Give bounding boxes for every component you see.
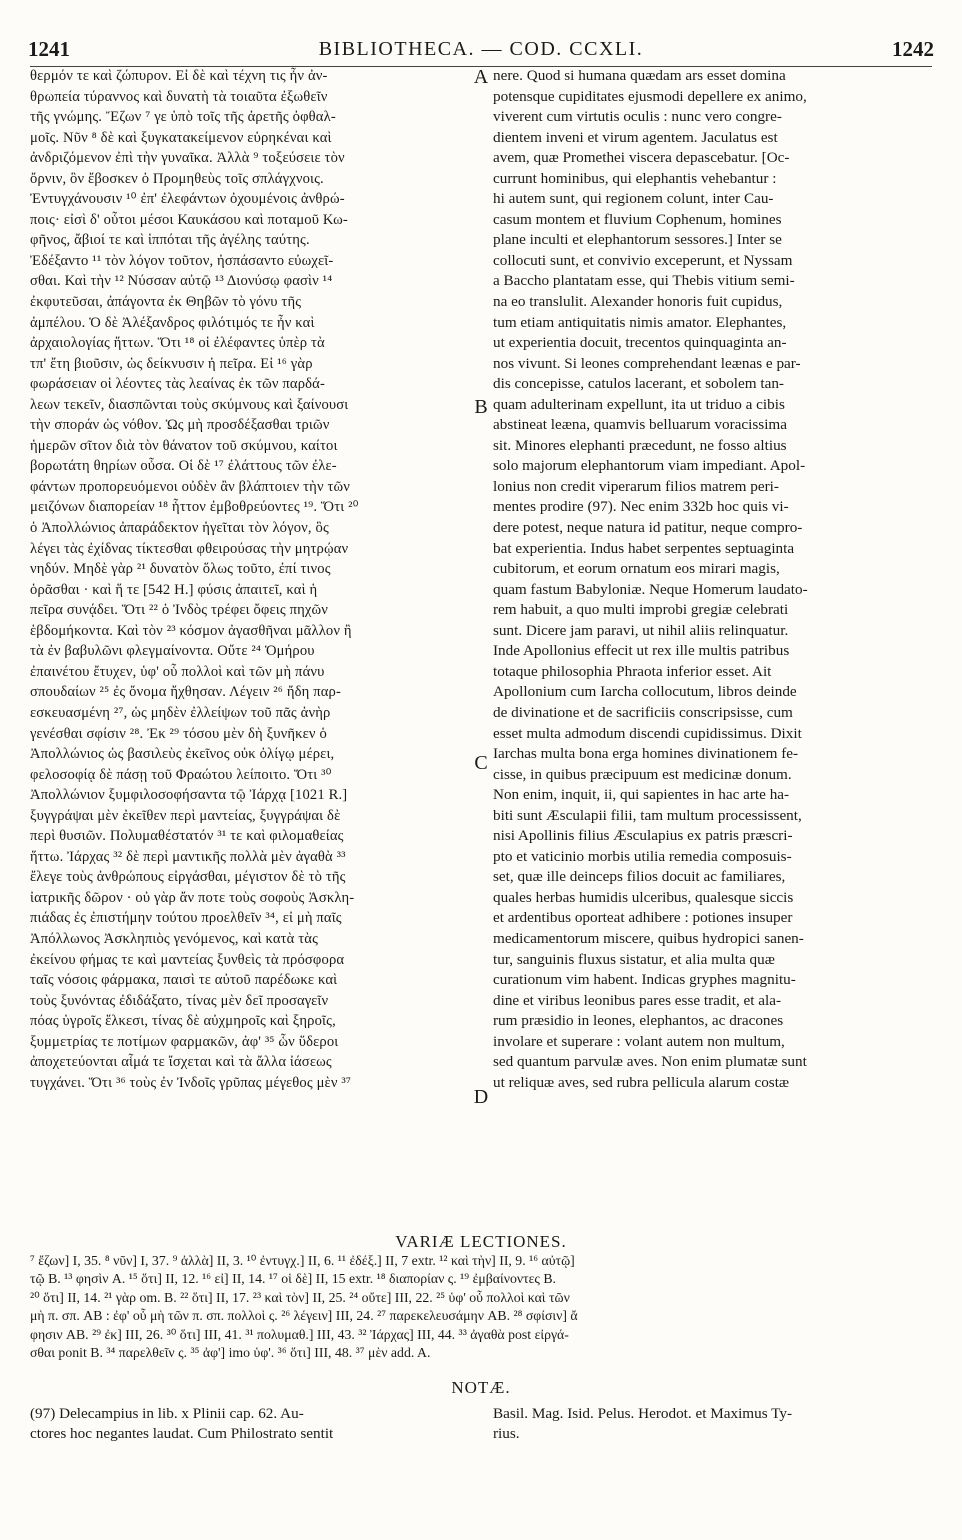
greek-text-line: Ἀπόλλωνος Ἀσκληπιὸς γενόμενος, καὶ κατὰ τὰς [30, 930, 319, 947]
greek-text-line: νηδύν. Μηδὲ γὰρ ²¹ δυνατὸν ὅλως τοῦτο, ἐπί τινος [30, 561, 331, 578]
latin-text-line: quales herbas humidis ulceribus, qualesque siccis [493, 888, 794, 906]
greek-text-line: θρωπεία τύραννος καὶ δυνατὴ τὰ τοιαῦτα ἐξωθεῖν [30, 88, 328, 105]
latin-text-line: nisi Apollinis filius Æsculapius ex patris præscri- [493, 827, 793, 845]
latin-text-line: et ardentibus oporteat adhibere : potiones insuper [493, 909, 793, 927]
greek-text-line: ἐκείνου φήμας τε καὶ μαντείας ξυνθεὶς τὰ πρόσφορα [30, 951, 345, 968]
greek-text-line: ταῖς νόσοις φάρμακα, παισὶ τε αὐτοῦ παρέδωκε καὶ [30, 972, 338, 989]
greek-text-line: ἐπαινέτου ἔτυχεν, ὑφ' οὗ πολλοὶ καὶ τῶν μὴ πάνυ [30, 663, 325, 680]
latin-text-line: de divinatione et de sacrificiis conscripsisse, cum [493, 703, 793, 721]
greek-text-line: ἑβδομήκοντα. Καὶ τὸν ²³ κόσμον ἀγασθῆναι μᾶλλον ἢ [30, 622, 352, 639]
note-line: (97) Delecampius in lib. x Plinii cap. 62. Au- [30, 1405, 304, 1422]
greek-text-line: τπ' ἔτη βιοῦσιν, ὡς δείκνυσιν ἡ πεῖρα. Εἰ ¹⁶ γὰρ [30, 355, 313, 372]
latin-text-line: quam adulterinam expellunt, ita ut triduo a cibis [493, 395, 785, 413]
latin-text-line: abstineat leæna, quamvis belluarum voracissima [493, 416, 787, 434]
latin-text-line: cubitorum, et eorum ornatum eos mirari magis, [493, 560, 780, 578]
greek-text-line: σθαι. Καὶ τὴν ¹² Νύσσαν αὐτῷ ¹³ Διονύσῳ φασὶν ¹⁴ [30, 273, 333, 290]
greek-text-line: ξυγγράψαι μὲν ἐκεῖθεν περὶ μαντείας, ξυγγράψαι δὲ [30, 807, 341, 824]
greek-text-line: Ἀπολλώνιος ὡς βασιλεὺς ἐκεῖνος οὐκ ὀλίγῳ μέρει, [30, 746, 335, 763]
margin-letter-a: A [473, 66, 489, 88]
latin-text-line: Inde Apollonius effecit ut rex ille multis patribus [493, 642, 790, 660]
greek-text-line: πεῖρα συνᾴδει. Ὅτι ²² ὁ Ἰνδὸς τρέφει ὄφεις πηχῶν [30, 602, 329, 619]
greek-text-line: ἰατρικῆς δῶρον · οὐ γὰρ ἄν ποτε τοὺς σοφοὺς Ἀσκλη- [30, 889, 355, 906]
variant-reading-line: μὴ π. σπ. AB : ἐφ' οὗ μὴ τῶν π. σπ. πολλοὶ ς. ²⁶ λέγειν] III, 24. ²⁷ παρεκελευσάμην AB. ²⁸ σφίσιν] ἄ [30, 1308, 578, 1324]
greek-text-line: ἀποχετεύονται αἷμά τε ἴσχεται καὶ τὰ ἄλλα ἰάσεως [30, 1054, 332, 1071]
latin-text-line: tur, sanguinis fluxus sistatur, et alia multa quæ [493, 950, 775, 968]
greek-text-line: τὰ ἐν βαβυλῶνι φλεγμαίνοντα. Οὔτε ²⁴ Ὁμήρου [30, 643, 315, 660]
greek-text-line: γενέσθαι σφίσιν ²⁸. Ἐκ ²⁹ τόσου μὲν δὴ ξυνῆκεν ὁ [30, 725, 327, 742]
greek-text-line: τυγχάνει. Ὅτι ³⁶ τοὺς ἐν Ἰνδοῖς γρῦπας μέγεθος μὲν ³⁷ [30, 1074, 352, 1091]
latin-text-line: casum montem et fluvium Cophenum, homines [493, 210, 782, 228]
greek-text-line: ἥττω. Ἰάρχας ³² δὲ περὶ μαντικῆς πολλὰ μὲν ἀγαθὰ ³³ [30, 848, 346, 865]
greek-text-line: μειζόνων διαπορείαν ¹⁸ ἧττον ἐμβοθρεύοντες ¹⁹. Ὅτι ²⁰ [30, 499, 359, 516]
note-line: rius. [493, 1425, 520, 1442]
latin-text-line: sit. Minores elephanti præcedunt, ne fosso altius [493, 436, 787, 454]
greek-text-line: Ἐντυγχάνουσιν ¹⁰ ἐπ' ἐλεφάντων ὀχουμένοις ἀνθρώ- [30, 191, 345, 208]
greek-text-line: ὁ Ἀπολλώνιος ἀπαράδεκτον ἡγεῖται τὸν λόγον, ὃς [30, 520, 329, 537]
greek-text-line: ἡμερῶν σῖτον διὰ τὸν θάνατον τοῦ σκύμνου, καίτοι [30, 437, 338, 454]
latin-text-line: curationum vim habent. Indicas gryphes magnitu- [493, 971, 796, 989]
latin-text-line: currunt hominibus, qui elephantis vehebantur : [493, 169, 777, 187]
greek-text-line: περὶ θυσιῶν. Πολυμαθέστατόν ³¹ τε καὶ φιλομαθείας [30, 828, 344, 845]
note-line: ctores hoc negantes laudat. Cum Philostrato sentit [30, 1425, 334, 1442]
latin-text-line: pto et vaticinio morbis utilia remedia composuis- [493, 847, 792, 865]
latin-text-line: dere potest, neque natura id patitur, neque compro- [493, 519, 803, 537]
notae-heading: NOTÆ. [451, 1378, 511, 1397]
latin-text-line: quam fastum Babyloniæ. Neque Homerum laudato- [493, 580, 808, 598]
greek-text-line: ὄρνιν, ὃν ἔβοσκεν ὁ Προμηθεὺς τοῖς σπλάγχνοις. [30, 170, 324, 187]
greek-text-line: ποις· εἰσὶ δ' οὗτοι μέσοι Καυκάσου καὶ ποταμοῦ Κω- [30, 211, 348, 228]
latin-text-line: sed quantum parvulæ aves. Non enim plumatæ sunt [493, 1053, 807, 1071]
notae-right-column [493, 1404, 933, 1444]
latin-text-line: involare et superare : volant autem non multum, [493, 1032, 785, 1050]
latin-text-line: potensque cupiditates ejusmodi depellere ex animo, [493, 87, 807, 105]
greek-text-line: βορωτάτη θηρίων οὖσα. Οἱ δὲ ¹⁷ ἐλάττους τῶν ἐλε- [30, 458, 337, 475]
left-page-number: 1241 [28, 36, 70, 61]
greek-text-line: μοῖς. Νῦν ⁸ δὲ καὶ ξυγκατακείμενον εὑρηκέναι καὶ [30, 129, 332, 146]
latin-text-line: tum etiam antiquitatis nimis amator. Elephantes, [493, 313, 787, 331]
latin-text-line: Iarchas multa bona erga homines divinationem fe- [493, 745, 799, 763]
greek-text-line: πιάδας ἐς ἐπιστήμην τούτου προελθεῖν ³⁴, εἰ μὴ παῖς [30, 910, 342, 927]
latin-text-line: nere. Quod si humana quædam ars esset domina [493, 67, 786, 84]
greek-text-line: ἐκφυτεῦσαι, ἀπάγοντα ἐκ Θηβῶν τὸ γόνυ τῆς [30, 294, 302, 311]
greek-text-line: Ἐδέξαντο ¹¹ τὸν λόγον τοῦτον, ἠσπάσαντο εὐωχεῖ- [30, 252, 334, 269]
greek-text-line: φωράσειαν οἱ λέοντες τὰς λεαίνας ἐκ τῶν παρδά- [30, 376, 325, 393]
latin-text-line: dientem inveni et virum agentem. Jaculatus est [493, 128, 778, 146]
greek-text-line: τῆς γνώμης. Ἔζων ⁷ γε ὑπὸ τοῖς τῆς ἀρετῆς ὀφθαλ- [30, 109, 336, 126]
greek-text-line: ἀνδριζόμενον ἐπὶ τὴν γυναῖκα. Ἀλλὰ ⁹ τοξεύσειε τὸν [30, 150, 345, 167]
margin-letter-d: D [473, 1086, 489, 1108]
latin-text-line: viverent cum virtutis oculis : nunc vero congre- [493, 108, 782, 126]
notae-left-column [30, 1404, 470, 1444]
variant-reading-line: σθαι ponit B. ³⁴ παρελθεῖν ς. ³⁵ ἀφ'] imo ὑφ'. ³⁶ ὅτι] III, 48. ³⁷ μὲν add. A. [30, 1345, 431, 1361]
latin-text-line: Non enim, inquit, ii, qui sapientes in hac arte ha- [493, 786, 790, 804]
latin-text-line: medicamentorum miscere, quibus hydropici sanen- [493, 929, 804, 947]
greek-text-line: ἔλεγε τοὺς ἀνθρώπους εἰργάσθαι, μέγιστον δὲ τὸ τῆς [30, 869, 346, 886]
latin-text-line: avem, quæ Promethei viscera depascebatur. [Oc- [493, 149, 790, 167]
greek-text-line: φάντων προπορευόμενοι οὐδὲν ἂν βλάπτοιεν τὴν τῶν [30, 478, 351, 495]
variant-reading-line: φησιν AB. ²⁹ ἐκ] III, 26. ³⁰ ὅτι] III, 41. ³¹ πολυμαθ.] III, 43. ³² Ἰάρχας] III, 44. ³³ ἀγαθὰ post εἰργά- [30, 1326, 569, 1342]
greek-text-line: τὴν σποράν ὡς νόθον. Ὡς μὴ προσδέξασθαι τριῶν [30, 417, 330, 434]
right-page-number: 1242 [891, 36, 934, 61]
greek-text-line: ἀρχαιολογίας ἥττων. Ὅτι ¹⁸ οἱ ἐλέφαντες ὑπὲρ τὰ [30, 335, 325, 352]
latin-text-line: nos vivunt. Si leones comprehendant leænas e par- [493, 354, 801, 372]
latin-text-line: esset multa admodum discendi cupidissimus. Dixit [493, 724, 802, 742]
greek-text-line: ξυμμετρίας τε ποτίμων φαρμακῶν, ἀφ' ³⁵ ὧν ὕδεροι [30, 1033, 339, 1050]
latin-text-line: mentes prodire (97). Nec enim 332b hoc quis vi- [493, 498, 789, 516]
greek-text-line: φελοσοφίᾳ δὲ πάσῃ τοῦ Φραώτου λείποιτο. Ὅτι ³⁰ [30, 766, 332, 783]
margin-letter-b: B [474, 396, 488, 418]
greek-text-line: ἀμπέλου. Ὁ δὲ Ἀλέξανδρος φιλότιμός τε ἦν καὶ [30, 314, 315, 331]
latin-text-line: solo majorum elephantorum viam impediant. Apol- [493, 457, 806, 475]
variae-lectiones-block [30, 1252, 932, 1362]
variant-reading-line: τῷ B. ¹³ φησὶν A. ¹⁵ ὅτι] II, 12. ¹⁶ εἰ] II, 14. ¹⁷ οἱ δὲ] II, 15 extr. ¹⁸ διαπορίαν ς. ¹⁹ ἐμβαίνοντες B. [30, 1271, 556, 1287]
variant-reading-line: ²⁰ ὅτι] II, 14. ²¹ γὰρ om. B. ²² ὅτι] II, 17. ²³ καὶ τὸν] II, 25. ²⁴ οὔτε] III, 22. ²⁵ ὑφ' οὗ πολλοὶ καὶ τῶν [30, 1289, 570, 1305]
greek-text-line: σπουδαίων ²⁵ ἐς ὄνομα ἤχθησαν. Λέγειν ²⁶ ἤδη παρ- [30, 684, 341, 701]
greek-text-line: λέγει τὰς ἐχίδνας τίκτεσθαι φθειρούσας τὴν μητρῴαν [30, 540, 349, 557]
latin-text-line: rem habuit, a quo multi improbi gregiæ celebrati [493, 601, 789, 619]
latin-text-line: collocuti sunt, et convivio exceperunt, et Nyssam [493, 251, 793, 269]
latin-text-line: set, quæ ille deinceps filios docuit ac familiares, [493, 868, 786, 886]
page-header [28, 34, 934, 64]
greek-text-line: πόας ὑγροῖς ἕλκεσι, τίνας δὲ αὐχμηροῖς καὶ ξηροῖς, [30, 1013, 336, 1030]
latin-text-line: totaque philosophia Phraota inferior esset. Ait [493, 662, 772, 680]
greek-text-line: φῆνος, ἄβιοί τε καὶ ἱππόται τῆς ἀγέλης ταύτης. [30, 232, 310, 249]
latin-text-line: rum præsidio in leones, elephantos, ac dracones [493, 1012, 784, 1030]
note-line: Basil. Mag. Isid. Pelus. Herodot. et Maximus Ty- [493, 1405, 793, 1422]
latin-column [493, 66, 933, 1093]
greek-column [30, 66, 470, 1093]
margin-letter-c: C [474, 752, 488, 774]
variant-reading-line: ⁷ ἔζων] I, 35. ⁸ νῦν] I, 37. ⁹ ἀλλὰ] II, 3. ¹⁰ ἐντυγχ.] II, 6. ¹¹ ἐδέξ.] II, 7 extr. ¹² καὶ τὴν] II, 9. ¹⁶ αὐτῷ] [30, 1253, 575, 1268]
latin-text-line: cisse, in quibus præcipuum est medicinæ donum. [493, 765, 792, 783]
latin-text-line: Apollonium cum Iarcha collocutum, libros deinde [493, 683, 797, 701]
latin-text-line: bat experientia. Indus habet serpentes septuaginta [493, 539, 795, 557]
latin-text-line: sunt. Dicere jam paravi, ut nihil aliis relinquatur. [493, 621, 789, 639]
latin-text-line: hi autem sunt, qui regionem colunt, inter Cau- [493, 190, 774, 208]
greek-text-line: λεων τεκεῖν, διασπῶνται τοὺς σκύμνους καὶ ξαίνουσι [30, 396, 349, 413]
greek-text-line: ὁρᾶσθαι · καὶ ἥ τε [542 H.] φύσις ἀπαιτεῖ, καὶ ἡ [30, 581, 318, 598]
greek-text-line: τοὺς ξυνόντας ἐδιδάξατο, τίνας μὲν δεῖ προσαγεῖν [30, 992, 329, 1009]
latin-text-line: ut reliquæ aves, sed rubra pellicula alarum costæ [493, 1073, 790, 1091]
latin-text-line: dine et viribus leonibus pares esse tradit, et ala- [493, 991, 782, 1009]
latin-text-line: plane inculti et elephantorum sessores.] Inter se [493, 231, 782, 249]
greek-text-line: θερμόν τε καὶ ζώπυρον. Εἰ δὲ καὶ τέχνη τις ἦν ἀν- [30, 68, 328, 84]
latin-text-line: na eo translulit. Alexander honoris fuit cupidus, [493, 293, 783, 311]
variae-lectiones-heading: VARIÆ LECTIONES. [395, 1232, 567, 1251]
greek-text-line: εσκευασμένη ²⁷, ὡς μηδὲν ἐλλείψων τοῦ πᾶς ἀνὴρ [30, 704, 331, 721]
latin-text-line: ut experientia docuit, trecentos quinquaginta an- [493, 334, 787, 352]
running-title: BIBLIOTHECA. — COD. CCXLI. [318, 37, 644, 60]
latin-text-line: biti sunt Æsculapii filii, tam multum processissent, [493, 806, 802, 824]
latin-text-line: a Baccho plantatam esse, qui Thebis vitium semi- [493, 272, 795, 290]
latin-text-line: lonius non credit viperarum filios matrem peri- [493, 477, 779, 495]
latin-text-line: dis concepisse, catulos lacerant, et sobolem tan- [493, 375, 784, 393]
greek-text-line: Ἀπολλώνιον ξυμφιλοσοφήσαντα τῷ Ἰάρχᾳ [1021 R.] [30, 787, 348, 804]
